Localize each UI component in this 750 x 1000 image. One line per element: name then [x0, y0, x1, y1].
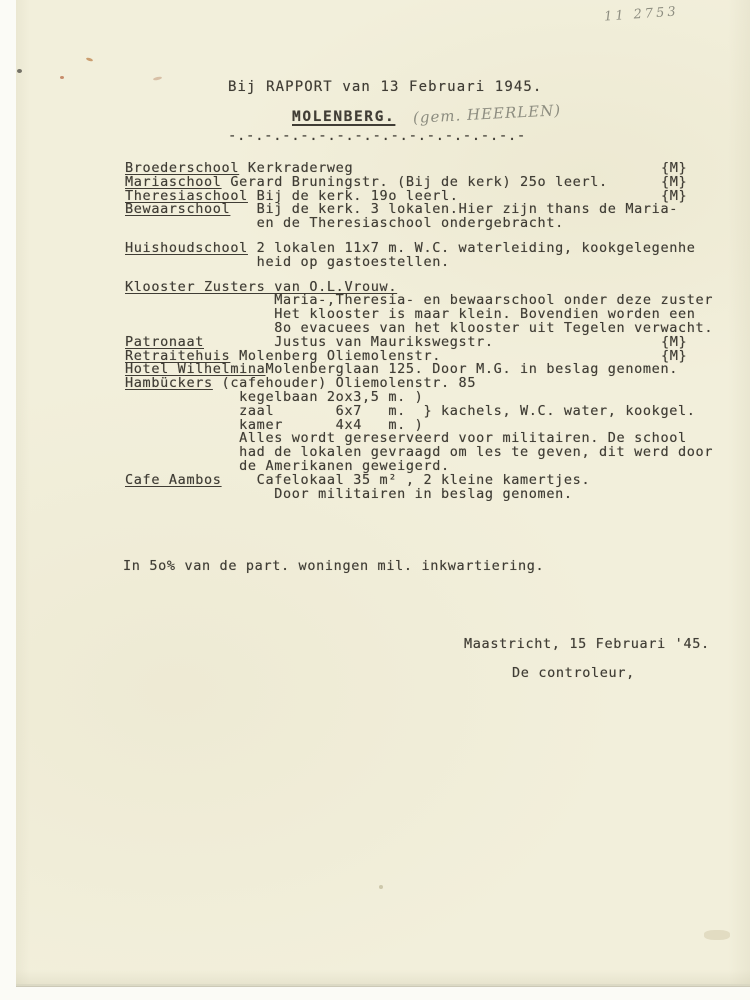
paper-stain	[379, 885, 383, 889]
entry-text: Door militairen in beslag genomen.	[125, 485, 573, 502]
marginal-marker: {M}	[661, 162, 688, 176]
entry-text: Justus van Maurikswegstr.	[204, 333, 494, 350]
entry-text: had de lokalen gevraagd om les te geven, dit werd door	[125, 444, 714, 461]
typed-body	[125, 162, 743, 501]
section-heading-row	[292, 101, 562, 127]
entry-text: (cafehouder) Oliemolenstr. 85	[212, 375, 477, 392]
paper-stain	[86, 57, 94, 62]
title-divider: -.-.-.-.-.-.-.-.-.-.-.-.-.-.-.-.-	[228, 128, 526, 144]
marginal-marker: {M}	[661, 333, 688, 350]
entry-text: Maria-,Theresia- en bewaarschool onder deze zuster	[125, 292, 714, 309]
report-header	[228, 47, 542, 160]
body-line	[125, 253, 743, 270]
entry-text: heid op gastoestellen.	[125, 253, 450, 270]
entry-label: Cafe Aambos	[125, 471, 222, 488]
entry-text: Molenberglaan 125. Door M.G. in beslag genomen.	[265, 361, 679, 378]
closing-note: In 5o% van de part. woningen mil. inkwartiering.	[123, 558, 545, 574]
marginal-marker: {M}	[661, 187, 688, 204]
paper-stain	[60, 76, 64, 79]
entry-text: en de Theresiaschool ondergebracht.	[125, 215, 564, 232]
entry-text: Molenberg Oliemolenstr.	[230, 347, 442, 364]
section-title: MOLENBERG.	[292, 109, 396, 125]
signoff-line: De controleur,	[512, 665, 635, 681]
handwritten-municipality-note: (gem. HEERLEN)	[412, 101, 562, 127]
entry-text: kamer 4x4 m. )	[125, 416, 424, 433]
entry-label: Theresiaschool	[125, 187, 248, 204]
paper-stain	[704, 930, 730, 940]
entry-text: de Amerikanen geweigerd.	[125, 457, 450, 474]
entry-label: Klooster Zusters van O.L.Vrouw.	[125, 278, 398, 295]
paper-stain	[153, 76, 162, 81]
entry-text: Gerard Bruningstr. (Bij de kerk) 25o leerl.	[221, 173, 608, 190]
report-title: Bij RAPPORT van 13 Februari 1945.	[228, 79, 543, 95]
entry-text: Het klooster is maar klein. Bovendien worden een	[125, 306, 696, 323]
entry-text: Bij de kerk. 19o leerl.	[247, 187, 459, 204]
entry-label: Retraitehuis	[125, 347, 231, 364]
paper-bottom-edge	[16, 984, 750, 987]
entry-text: 2 lokalen 11x7 m. W.C. waterleiding, kookgelegenhe	[247, 239, 696, 256]
entry-label: Broederschool	[125, 162, 240, 176]
body-line	[125, 485, 743, 502]
place-date-line: Maastricht, 15 Februari '45.	[464, 636, 710, 652]
entry-text: Bij de kerk. 3 lokalen.Hier zijn thans de Maria-	[230, 201, 679, 218]
entry-label: Huishoudschool	[125, 239, 248, 256]
marginal-marker: {M}	[661, 173, 688, 190]
entry-text: Kerkraderweg	[239, 162, 354, 176]
handwritten-file-number: 11 2753	[603, 4, 680, 25]
entry-text: zaal 6x7 m. } kachels, W.C. water, kookgel.	[125, 402, 696, 419]
entry-label: Hambückers	[125, 375, 213, 392]
entry-text: Alles wordt gereserveerd voor militairen. De school	[125, 430, 687, 447]
scan-speck	[17, 69, 22, 73]
entry-label: Hotel Wilhelmina	[125, 361, 266, 378]
entry-text: kegelbaan 2ox3,5 m. )	[125, 388, 424, 405]
body-line	[125, 217, 743, 231]
entry-text: 8o evacuees van het klooster uit Tegelen verwacht.	[125, 319, 714, 336]
marginal-marker: {M}	[661, 347, 688, 364]
entry-label: Patronaat	[125, 333, 204, 350]
entry-label: Bewaarschool	[125, 201, 231, 218]
entry-text: Cafelokaal 35 m² , 2 kleine kamertjes.	[221, 471, 591, 488]
entry-label: Mariaschool	[125, 173, 222, 190]
